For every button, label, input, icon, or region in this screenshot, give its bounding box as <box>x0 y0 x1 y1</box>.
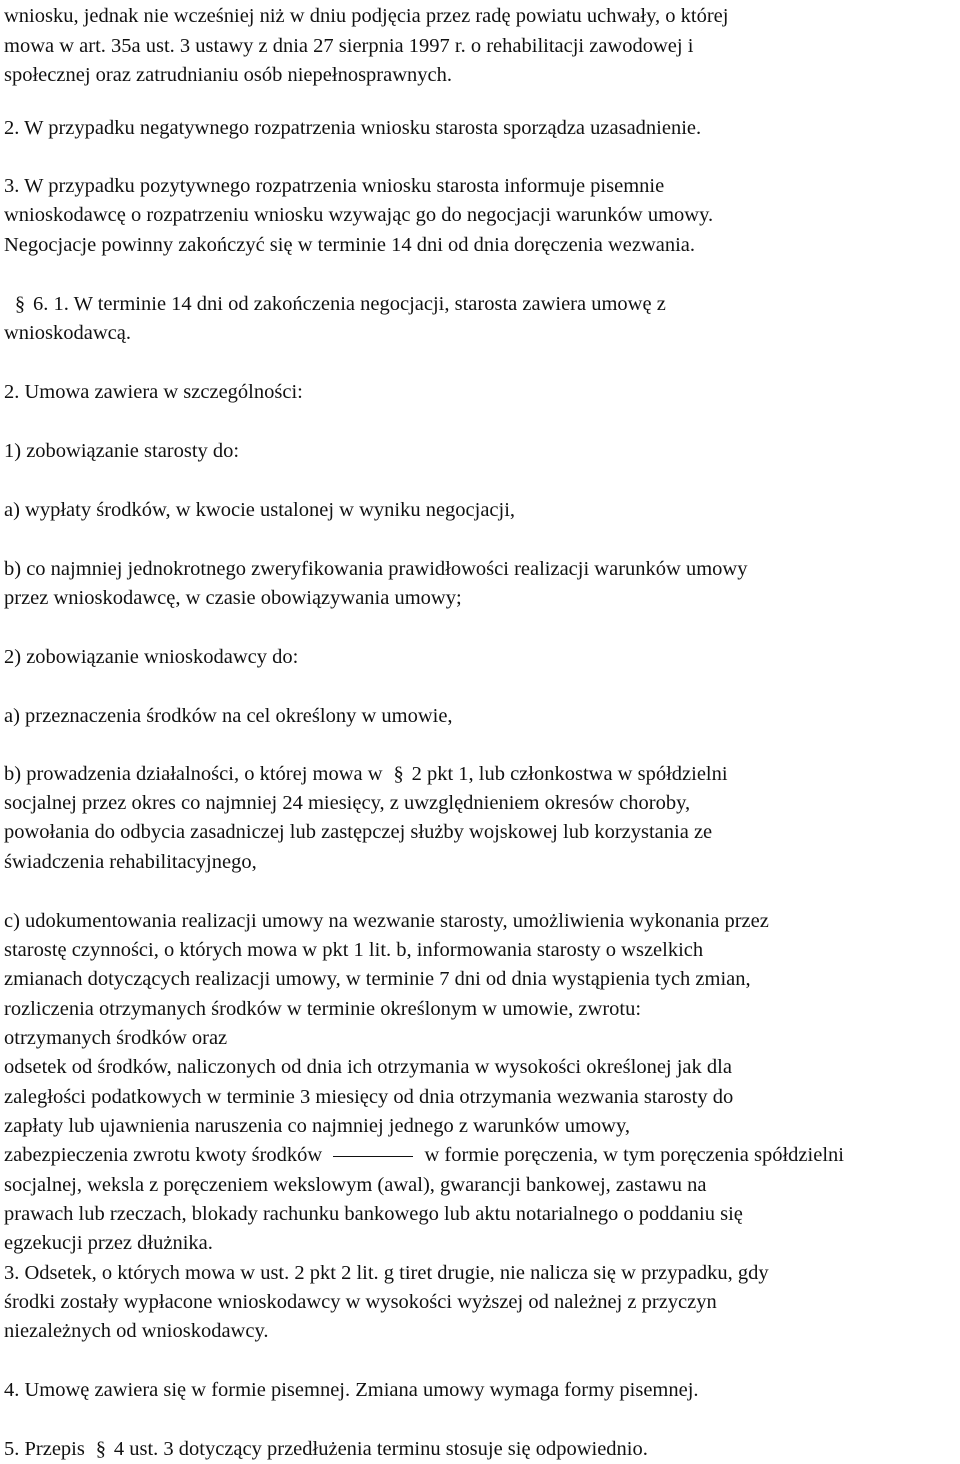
text-line: świadczenia rehabilitacyjnego, <box>4 851 257 873</box>
text-segment: zabezpieczenia zwrotu kwoty środków <box>4 1144 323 1166</box>
text-line: powołania do odbycia zasadniczej lub zastępczej służby wojskowej lub korzystania ze <box>4 821 713 843</box>
text-line: wniosku, jednak nie wcześniej niż w dniu podjęcia przez radę powiatu uchwały, o której <box>4 5 729 27</box>
text-line: egzekucji przez dłużnika. <box>4 1232 213 1254</box>
text-line: b) co najmniej jednokrotnego zweryfikowania prawidłowości realizacji warunków umowy <box>4 558 748 580</box>
text-segment: b) prowadzenia działalności, o której mowa w <box>4 763 383 785</box>
text-line: c) udokumentowania realizacji umowy na wezwanie starosty, umożliwienia wykonania przez <box>4 910 769 932</box>
text-line: Negocjacje powinny zakończyć się w terminie 14 dni od dnia doręczenia wezwania. <box>4 234 696 256</box>
text-line: socjalnej przez okres co najmniej 24 miesięcy, z uwzględnieniem okresów choroby, <box>4 792 691 814</box>
text-segment: 5. Przepis <box>4 1438 85 1460</box>
text-line: starostę czynności, o których mowa w pkt 1 lit. b, informowania starosty o wszelkich <box>4 939 704 961</box>
text-line: 2. W przypadku negatywnego rozpatrzenia wniosku starosta sporządza uzasadnienie. <box>4 117 702 139</box>
section-sign-icon: § <box>14 293 26 315</box>
text-line: zapłaty lub ujawnienia naruszenia co najmniej jednego z warunków umowy, <box>4 1115 630 1137</box>
text-line: rozliczenia otrzymanych środków w terminie określonym w umowie, zwrotu: <box>4 998 642 1020</box>
text-segment: 2 pkt 1, lub członkostwa w spółdzielni <box>411 763 728 785</box>
section-text: 6. 1. W terminie 14 dni od zakończenia negocjacji, starosta zawiera umowę z <box>33 293 666 315</box>
text-line: zaległości podatkowych w terminie 3 miesięcy od dnia otrzymania wezwania starosty do <box>4 1086 734 1108</box>
section-line <box>4 760 728 789</box>
text-line: mowa w art. 35a ust. 3 ustawy z dnia 27 sierpnia 1997 r. o rehabilitacji zawodowej i <box>4 35 694 57</box>
text-line: społecznej oraz zatrudnianiu osób niepełnosprawnych. <box>4 64 452 86</box>
section-line <box>4 290 666 319</box>
text-line: a) wypłaty środków, w kwocie ustalonej w wyniku negocjacji, <box>4 499 516 521</box>
text-line: wnioskodawcą. <box>4 322 131 344</box>
text-segment: w formie poręczenia, w tym poręczenia spółdzielni <box>424 1144 844 1166</box>
text-line: 3. Odsetek, o których mowa w ust. 2 pkt 2 lit. g tiret drugie, nie nalicza się w przypadku, gdy <box>4 1262 769 1284</box>
text-line: odsetek od środków, naliczonych od dnia ich otrzymania w wysokości określonej jak dla <box>4 1056 732 1078</box>
text-line: socjalnej, weksla z poręczeniem wekslowym (awal), gwarancji bankowej, zastawu na <box>4 1174 707 1196</box>
text-line <box>4 1141 844 1170</box>
text-line: zmianach dotyczących realizacji umowy, w terminie 7 dni od dnia wystąpienia tych zmian, <box>4 968 751 990</box>
text-line: wnioskodawcę o rozpatrzeniu wniosku wzywając go do negocjacji warunków umowy. <box>4 204 714 226</box>
text-line: otrzymanych środków oraz <box>4 1027 228 1049</box>
section-sign-icon: § <box>95 1438 106 1460</box>
text-line: 1) zobowiązanie starosty do: <box>4 440 240 462</box>
text-line: niezależnych od wnioskodawcy. <box>4 1320 269 1342</box>
section-line <box>4 1435 648 1464</box>
text-segment: 4 ust. 3 dotyczący przedłużenia terminu stosuje się odpowiednio. <box>113 1438 648 1460</box>
text-line: przez wnioskodawcę, w czasie obowiązywania umowy; <box>4 587 462 609</box>
text-line: prawach lub rzeczach, blokady rachunku bankowego lub aktu notarialnego o poddaniu się <box>4 1203 743 1225</box>
section-sign-icon: § <box>393 763 404 785</box>
text-line: 2) zobowiązanie wnioskodawcy do: <box>4 646 299 668</box>
em-dash-rule <box>333 1156 413 1157</box>
text-line: 3. W przypadku pozytywnego rozpatrzenia wniosku starosta informuje pisemnie <box>4 175 665 197</box>
text-line: środki zostały wypłacone wnioskodawcy w wysokości wyższej od należnej z przyczyn <box>4 1291 717 1313</box>
text-line: 4. Umowę zawiera się w formie pisemnej. Zmiana umowy wymaga formy pisemnej. <box>4 1379 699 1401</box>
text-line: 2. Umowa zawiera w szczególności: <box>4 381 303 403</box>
text-line: a) przeznaczenia środków na cel określony w umowie, <box>4 705 453 727</box>
